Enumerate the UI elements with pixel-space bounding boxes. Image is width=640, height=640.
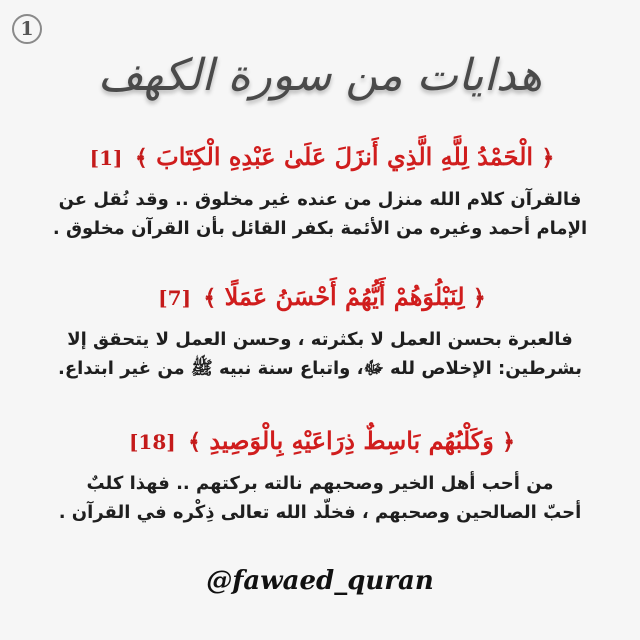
verse-text: الْحَمْدُ لِلَّهِ الَّذِي أَنزَلَ عَلَىٰ عَبْدِهِ الْكِتَابَ xyxy=(156,142,534,171)
page-title: هدايات من سورة الكهف xyxy=(97,50,543,101)
verse-text: وَكَلْبُهُم بَاسِطٌ ذِرَاعَيْهِ بِالْوَصِيدِ xyxy=(209,426,494,455)
explanation-line: الإمام أحمد وغيره من الأئمة بكفر القائل بأن القرآن مخلوق . xyxy=(52,218,588,239)
verse-text: لِنَبْلُوَهُمْ أَيُّهُمْ أَحْسَنُ عَمَلًا xyxy=(224,282,465,311)
explanation-line: بشرطين: الإخلاص لله ﷻ، واتباع سنة نبيه ﷺ من غير ابتداع. xyxy=(57,358,582,379)
section-2 xyxy=(40,280,600,383)
section-1 xyxy=(40,140,600,243)
explanation xyxy=(40,325,600,383)
social-handle: @fawaed_quran xyxy=(206,566,434,596)
explanation-line: فالعبرة بحسن العمل لا بكثرته ، وحسن العمل لا يتحقق إلا xyxy=(67,329,573,350)
page-number-badge: 1 xyxy=(12,14,42,44)
verse-line xyxy=(40,280,600,315)
verse-reference: [7] xyxy=(158,286,192,310)
verse-reference: [1] xyxy=(89,146,123,170)
verse-line xyxy=(40,424,600,459)
ornament-open-icon: ﴿ xyxy=(541,145,555,171)
explanation-line: أحبّ الصالحين وصحبهم ، فخلّد الله تعالى ذِكْره في القرآن . xyxy=(58,502,582,523)
explanation xyxy=(40,469,600,527)
verse-reference: [18] xyxy=(128,430,176,454)
ornament-open-icon: ﴿ xyxy=(472,285,486,311)
verse-line xyxy=(40,140,600,175)
section-3 xyxy=(40,424,600,527)
explanation xyxy=(40,185,600,243)
ornament-open-icon: ﴿ xyxy=(502,429,516,455)
ornament-close-icon: ﴾ xyxy=(134,145,148,171)
ornament-close-icon: ﴾ xyxy=(203,285,217,311)
explanation-line: من أحب أهل الخير وصحبهم نالته بركتهم .. فهذا كلبٌ xyxy=(86,473,554,494)
ornament-close-icon: ﴾ xyxy=(188,429,201,455)
explanation-line: فالقرآن كلام الله منزل من عنده غير مخلوق .. وقد نُقل عن xyxy=(58,189,582,210)
